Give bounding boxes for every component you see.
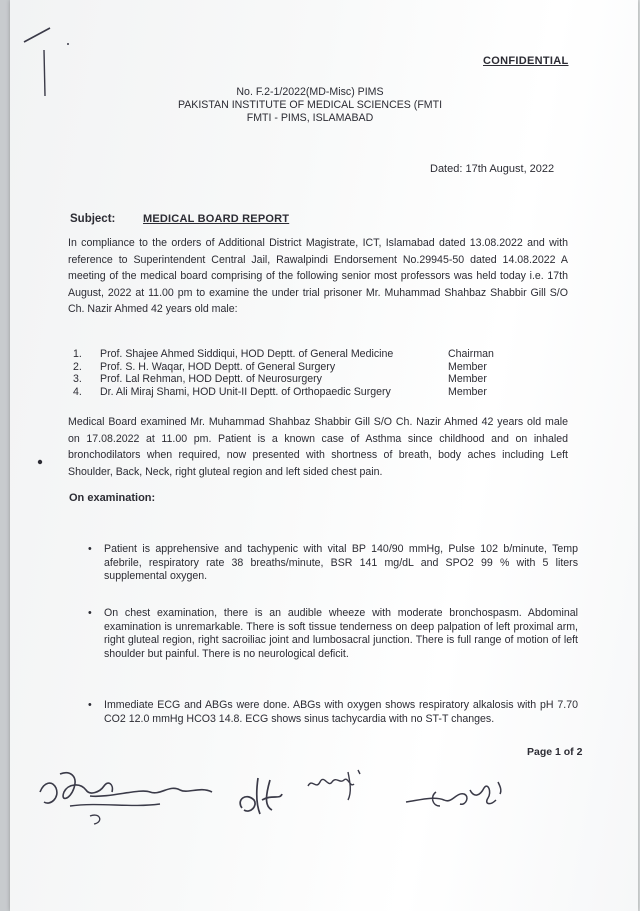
member-role: Member — [448, 373, 487, 385]
page-number: Page 1 of 2 — [527, 746, 583, 758]
reference-number: No. F.2-1/2022(MD-Misc) PIMS — [236, 86, 384, 98]
member-name: Prof. Lal Rehman, HOD Deptt. of Neurosurgery — [100, 373, 322, 385]
intro-paragraph: In compliance to the orders of Additional District Magistrate, ICT, Islamabad dated 13.08.2022 and with reference to Superintendent Central Jail, Rawalpindi Endorsement No.29945-50 dated 14.08.2022 A meeting of the medical board comprising of the following senior most professors was held today i.e. 17th August, 2022 at 11.00 pm to examine the under trial prisoner Mr. Muhammad Shahbaz Shabbir Gill S/O Ch. Nazir Ahmed 42 years old male: — [68, 237, 568, 315]
member-role: Member — [448, 360, 487, 373]
signature-2 — [232, 770, 292, 825]
date-line: Dated: 17th August, 2022 — [430, 163, 555, 175]
bullet-icon: • — [88, 543, 92, 555]
member-number: 1. — [73, 348, 82, 360]
background-surface — [0, 0, 10, 911]
institute-location: FMTI - PIMS, ISLAMABAD — [246, 112, 374, 124]
document-page — [10, 0, 638, 911]
member-row — [68, 373, 568, 386]
pen-mark — [22, 20, 72, 100]
examination-heading: On examination: — [69, 492, 156, 504]
signature-4 — [400, 770, 510, 820]
bullet-icon: • — [88, 607, 92, 619]
letterhead — [160, 86, 460, 125]
subject-title: MEDICAL BOARD REPORT — [143, 213, 290, 225]
member-row — [68, 386, 568, 399]
member-name: Dr. Ali Miraj Shami, HOD Unit-II Deptt. of Orthopaedic Surgery — [100, 385, 391, 398]
member-role: Chairman — [448, 348, 494, 360]
signature-1 — [30, 762, 230, 832]
stray-mark — [36, 458, 44, 466]
bullet-icon: • — [88, 699, 92, 711]
exam-finding-text: Immediate ECG and ABGs were done. ABGs with oxygen shows respiratory alkalosis with pH 7.70 CO2 12.0 mmHg HCO3 14.8. ECG shows sinus tachycardia with no ST-T changes. — [104, 699, 578, 725]
member-number: 4. — [73, 385, 82, 398]
subject-label: Subject: — [70, 213, 116, 225]
member-row — [68, 361, 568, 374]
member-row — [68, 348, 568, 361]
signature-3 — [304, 760, 374, 810]
history-paragraph: Medical Board examined Mr. Muhammad Shahbaz Shabbir Gill S/O Ch. Nazir Ahmed 42 years old male on 17.08.2022 at 11.00 pm. Patient is a known case of Asthma since childhood and on inhaled bronchodilators when required, now presented with shortness of breath, body aches including Left Shoulder, Back, Neck, right gluteal region and left sided chest pain. — [68, 416, 568, 478]
member-name: Prof. S. H. Waqar, HOD Deptt. of General Surgery — [100, 360, 336, 373]
member-role: Member — [448, 385, 487, 398]
confidential-label: CONFIDENTIAL — [483, 55, 569, 67]
member-number: 3. — [73, 373, 82, 385]
institute-name: PAKISTAN INSTITUTE OF MEDICAL SCIENCES (FMTI — [177, 99, 443, 111]
member-name: Prof. Shajee Ahmed Siddiqui, HOD Deptt. of General Medicine — [100, 348, 394, 360]
member-number: 2. — [73, 360, 82, 373]
exam-finding-text: On chest examination, there is an audible wheeze with moderate bronchospasm. Abdominal examination is unremarkable. There is soft tissue tenderness on deep palpation of left proximal arm, right gluteal region, right sacroiliac joint and lumbosacral junction. There is full range of motion of left shoulder but painful. There is no neurological deficit. — [104, 607, 578, 660]
board-members-list — [68, 348, 568, 398]
exam-finding-text: Patient is apprehensive and tachypenic with vital BP 140/90 mmHg, Pulse 102 b/minute, Temp afebrile, respiratory rate 38 breaths/minute, BSR 141 mg/dL and SPO2 99 % with 5 liters supplemental oxygen. — [104, 543, 578, 582]
